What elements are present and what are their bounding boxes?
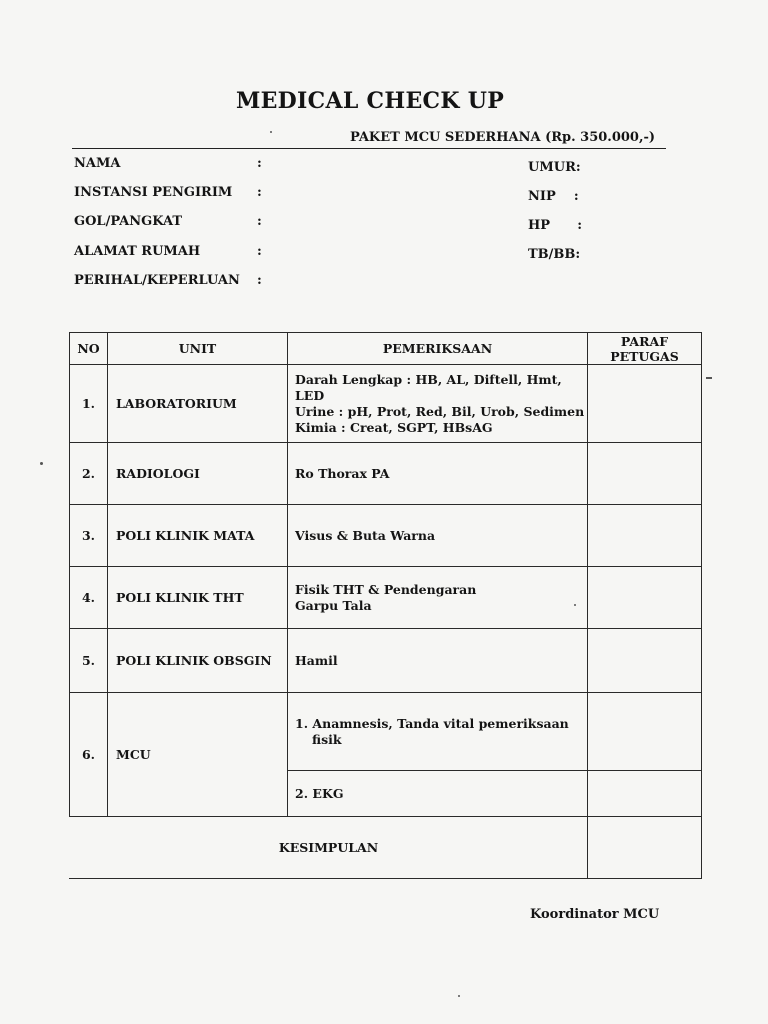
- row-no: 6.: [70, 693, 108, 817]
- mcu-item-1: [288, 716, 587, 732]
- field-alamat-label: ALAMAT RUMAH: [74, 244, 201, 259]
- scan-speck: [270, 131, 272, 133]
- row-no: 2.: [70, 443, 108, 505]
- row-paraf-cell: [588, 505, 702, 567]
- row-unit: RADIOLOGI: [108, 443, 288, 505]
- examination-table: [69, 332, 702, 879]
- row-no: 4.: [70, 567, 108, 629]
- row-unit: POLI KLINIK OBSGIN: [108, 629, 288, 693]
- table-row: [70, 443, 702, 505]
- pemeriksaan-line: Darah Lengkap : HB, AL, Diftell, Hmt,: [295, 371, 562, 387]
- field-hp-label: HP :: [528, 218, 583, 233]
- row-pemeriksaan: [288, 629, 588, 693]
- pemeriksaan-line: Kimia : Creat, SGPT, HBsAG: [295, 419, 493, 435]
- header-pemeriksaan: PEMERIKSAAN: [288, 333, 588, 365]
- field-perihal-sep: :: [257, 273, 262, 288]
- row-unit: POLI KLINIK THT: [108, 567, 288, 629]
- mcu-item-num: 2.: [295, 785, 309, 801]
- mcu-item-num: 1.: [295, 715, 309, 731]
- table-row: [70, 505, 702, 567]
- pemeriksaan-line: Garpu Tala: [295, 597, 372, 613]
- row-unit: POLI KLINIK MATA: [108, 505, 288, 567]
- field-nama-sep: :: [257, 156, 262, 171]
- pemeriksaan-line: Ro Thorax PA: [295, 465, 390, 481]
- row-no: 3.: [70, 505, 108, 567]
- field-tbbb-label: TB/BB:: [528, 247, 581, 262]
- field-alamat-sep: :: [257, 244, 262, 259]
- package-subtitle: PAKET MCU SEDERHANA (Rp. 350.000,-): [350, 130, 656, 145]
- mcu-item: [288, 771, 588, 817]
- scan-speck: [574, 604, 576, 606]
- mcu-item: [288, 693, 588, 771]
- table-row: [70, 693, 702, 771]
- header-no: NO: [70, 333, 108, 365]
- field-nama-label: NAMA: [74, 156, 121, 171]
- row-pemeriksaan: [288, 567, 588, 629]
- table-header-row: [70, 333, 702, 365]
- table-row: [70, 567, 702, 629]
- mcu-item-2: [288, 786, 587, 802]
- row-no: 5.: [70, 629, 108, 693]
- field-golpangkat-sep: :: [257, 214, 262, 229]
- pemeriksaan-line: Visus & Buta Warna: [295, 527, 436, 543]
- field-umur-label: UMUR:: [528, 160, 581, 175]
- header-petugas: PETUGAS: [610, 348, 679, 364]
- kesimpulan-row: [70, 817, 702, 879]
- row-no: 1.: [70, 365, 108, 443]
- row-unit: MCU: [108, 693, 288, 817]
- row-pemeriksaan: [288, 505, 588, 567]
- pemeriksaan-line: Fisik THT & Pendengaran: [295, 581, 477, 597]
- field-nip-label: NIP :: [528, 189, 579, 204]
- scan-speck: [458, 995, 460, 997]
- header-divider: [72, 148, 666, 149]
- pemeriksaan-line: Urine : pH, Prot, Red, Bil, Urob, Sedimen: [295, 403, 585, 419]
- scan-speck: [706, 377, 712, 379]
- field-instansi-sep: :: [257, 185, 262, 200]
- mcu-item-text: Anamnesis, Tanda vital pemeriksaan: [312, 715, 569, 731]
- mcu-item-1-cont: fisik: [312, 731, 342, 747]
- mcu-item-text: EKG: [312, 785, 344, 801]
- row-paraf-cell: [588, 629, 702, 693]
- header-paraf-petugas: [588, 333, 702, 365]
- kesimpulan-paraf-cell: [588, 817, 702, 879]
- row-paraf-cell: [588, 693, 702, 771]
- row-paraf-cell: [588, 567, 702, 629]
- row-pemeriksaan: [288, 443, 588, 505]
- field-instansi-label: INSTANSI PENGIRIM: [74, 185, 233, 200]
- table-row: [70, 365, 702, 443]
- row-unit: LABORATORIUM: [108, 365, 288, 443]
- header-unit: UNIT: [108, 333, 288, 365]
- pemeriksaan-line: Hamil: [295, 652, 338, 668]
- row-paraf-cell: [588, 443, 702, 505]
- row-pemeriksaan: [288, 365, 588, 443]
- kesimpulan-label: KESIMPULAN: [70, 817, 588, 879]
- document-title: MEDICAL CHECK UP: [235, 88, 505, 114]
- pemeriksaan-line: LED: [295, 387, 325, 403]
- scan-speck: [40, 462, 43, 465]
- table-row: [70, 629, 702, 693]
- field-perihal-label: PERIHAL/KEPERLUAN: [74, 273, 240, 288]
- field-golpangkat-label: GOL/PANGKAT: [74, 214, 183, 229]
- row-paraf-cell: [588, 771, 702, 817]
- koordinator-signature-label: Koordinator MCU: [530, 907, 660, 922]
- header-paraf: PARAF: [620, 333, 669, 349]
- row-paraf-cell: [588, 365, 702, 443]
